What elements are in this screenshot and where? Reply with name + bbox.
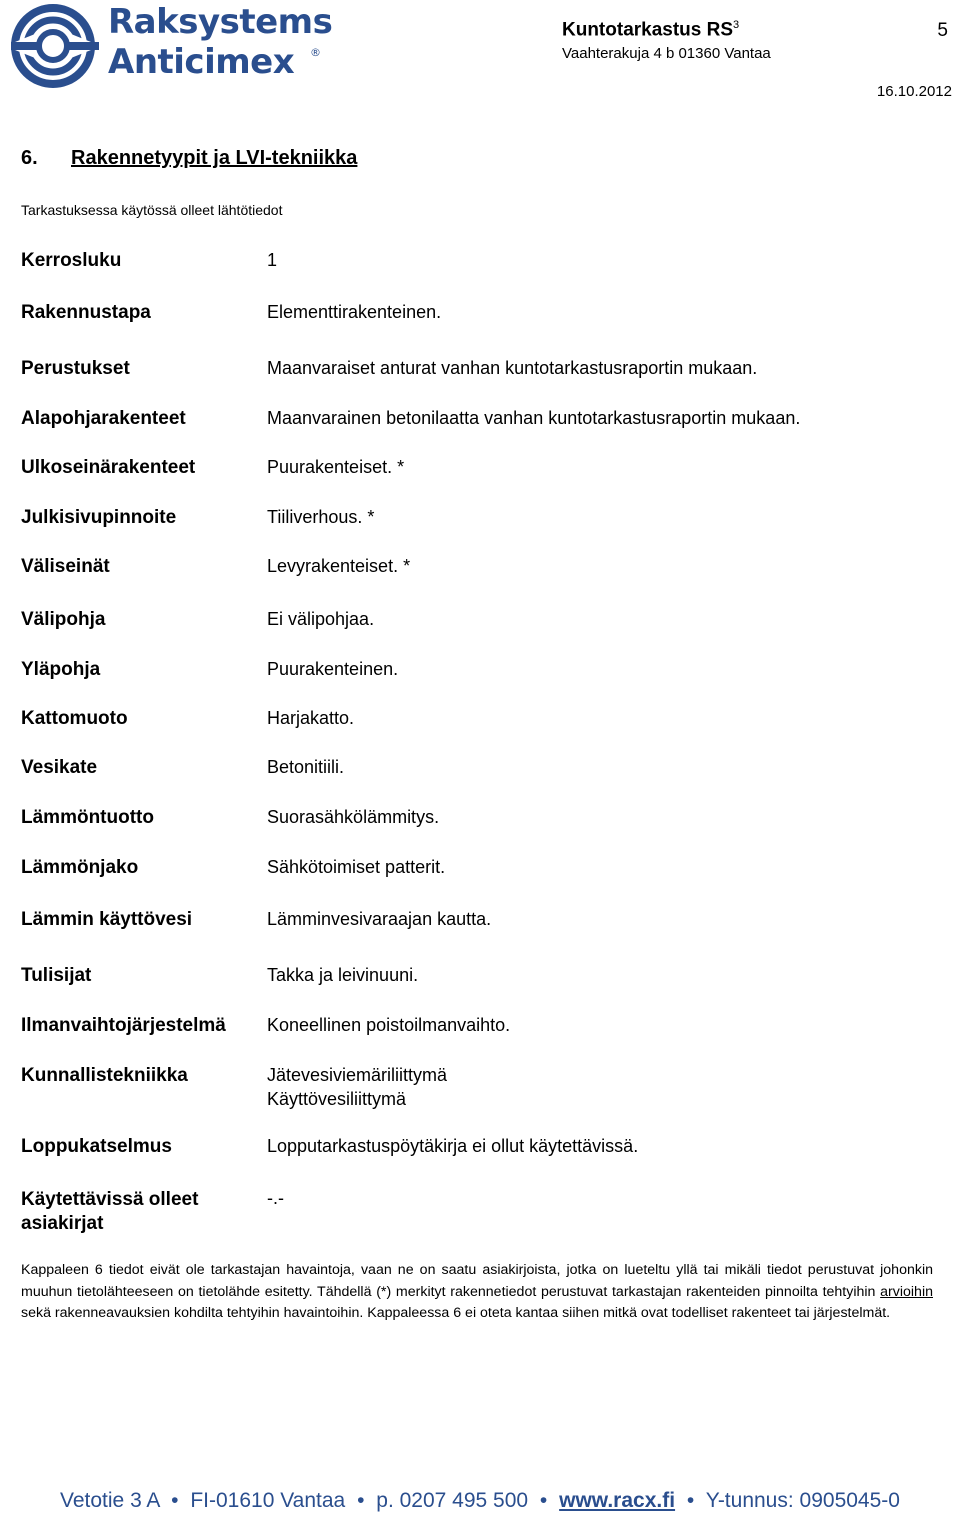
row-label: Loppukatselmus <box>21 1136 172 1157</box>
row-label: Ilmanvaihtojärjestelmä <box>21 1015 226 1036</box>
brand-name-line1: Raksystems <box>108 2 333 42</box>
report-date: 16.10.2012 <box>876 83 952 100</box>
row-value: Ei välipohjaa. <box>267 609 375 629</box>
row-value-second-line: Käyttövesiliittymä <box>267 1089 407 1109</box>
registered-mark: ® <box>310 46 321 59</box>
row-label: Kunnallistekniikka <box>21 1065 188 1086</box>
row-value: Puurakenteiset. * <box>267 457 405 477</box>
note-text-part1: Kappaleen 6 tiedot eivät ole tarkastajan havaintoja, vaan ne on saatu asiakirjoista, jotka on lueteltu yllä tai mikäli tiedot perustuvat johonkin muuhun tietolähteeseen on tietolähde esitetty. Tähdellä (*) merkityt rakennetiedot perustuvat tarkastajan rakenteiden pinnoilta tehtyihin <box>21 1262 933 1300</box>
row-label: Vesikate <box>21 757 98 778</box>
row-value: Betonitiili. <box>267 757 345 777</box>
row-label: Lämmin käyttövesi <box>21 909 193 930</box>
footer-address: Vetotie 3 A <box>60 1489 160 1512</box>
report-title-sup: 3 <box>733 19 740 31</box>
row-label <box>21 1188 198 1236</box>
row-label: Välipohja <box>21 609 106 630</box>
note-text-part2: sekä rakenneavauksien kohdilta tehtyihin havaintoihin. Kappaleessa 6 ei oteta kantaa siihen mitkä ovat todelliset rakenteet tai järjestelmät. <box>21 1305 891 1321</box>
row-label: Yläpohja <box>21 659 101 680</box>
row-value: Maanvarainen betonilaatta vanhan kuntotarkastusraportin mukaan. <box>267 408 801 428</box>
row-label-line1: Käytettävissä olleet <box>21 1189 199 1210</box>
bullet-separator-icon: • <box>357 1489 365 1512</box>
row-label: Perustukset <box>21 358 130 379</box>
disclaimer-note <box>21 1260 933 1325</box>
bullet-separator-icon: • <box>686 1489 695 1512</box>
row-value: Takka ja leivinuuni. <box>267 965 419 985</box>
footer-website-link[interactable]: www.racx.fi <box>559 1489 676 1512</box>
row-label: Lämmöntuotto <box>21 807 154 828</box>
report-title <box>562 19 739 41</box>
footer-postal: FI-01610 Vantaa <box>190 1489 346 1512</box>
row-label: Väliseinät <box>21 556 110 577</box>
row-value: Elementtirakenteinen. <box>267 302 442 322</box>
row-label: Lämmönjako <box>21 857 139 878</box>
brand-name-line2: Anticimex <box>108 42 295 82</box>
row-value: Maanvaraiset anturat vanhan kuntotarkastusraportin mukaan. <box>267 358 758 378</box>
row-label: Julkisivupinnoite <box>21 507 177 528</box>
row-value: Lopputarkastuspöytäkirja ei ollut käytettävissä. <box>267 1136 639 1156</box>
bullet-separator-icon: • <box>539 1489 548 1512</box>
bullet-separator-icon: • <box>171 1489 179 1512</box>
row-value: Puurakenteinen. <box>267 659 399 679</box>
row-label: Kattomuoto <box>21 708 128 729</box>
logo-emblem-icon <box>5 4 105 88</box>
row-label: Kerrosluku <box>21 250 122 271</box>
page-number: 5 <box>937 20 948 41</box>
row-value: 1 <box>267 250 278 270</box>
page-footer <box>0 1489 960 1513</box>
row-value: Suorasähkölämmitys. <box>267 807 440 827</box>
row-value: Jätevesiviemäriliittymä <box>267 1065 448 1085</box>
property-address: Vaahterakuja 4 b 01360 Vantaa <box>562 45 771 62</box>
row-value: Levyrakenteiset. * <box>267 556 411 576</box>
footer-phone: p. 0207 495 500 <box>376 1489 529 1512</box>
section-title: Rakennetyypit ja LVI-tekniikka <box>71 147 358 169</box>
row-value: Lämminvesivaraajan kautta. <box>267 909 492 929</box>
section-intro: Tarkastuksessa käytössä olleet lähtötiedot <box>21 202 283 218</box>
row-value: -.- <box>267 1188 284 1208</box>
report-title-text: Kuntotarkastus RS <box>562 19 734 41</box>
section-number: 6. <box>21 147 38 169</box>
row-label: Rakennustapa <box>21 302 151 323</box>
footer-business-id: Y-tunnus: 0905045-0 <box>705 1489 900 1512</box>
row-label: Alapohjarakenteet <box>21 408 186 429</box>
row-label: Ulkoseinärakenteet <box>21 457 196 478</box>
row-label: Tulisijat <box>21 965 92 986</box>
row-value: Harjakatto. <box>267 708 355 728</box>
row-value: Koneellinen poistoilmanvaihto. <box>267 1015 511 1035</box>
row-value: Sähkötoimiset patterit. <box>267 857 446 877</box>
row-label-line2: asiakirjat <box>21 1213 104 1234</box>
row-value: Tiiliverhous. * <box>267 507 375 527</box>
note-text-underlined: arvioihin <box>880 1283 933 1300</box>
